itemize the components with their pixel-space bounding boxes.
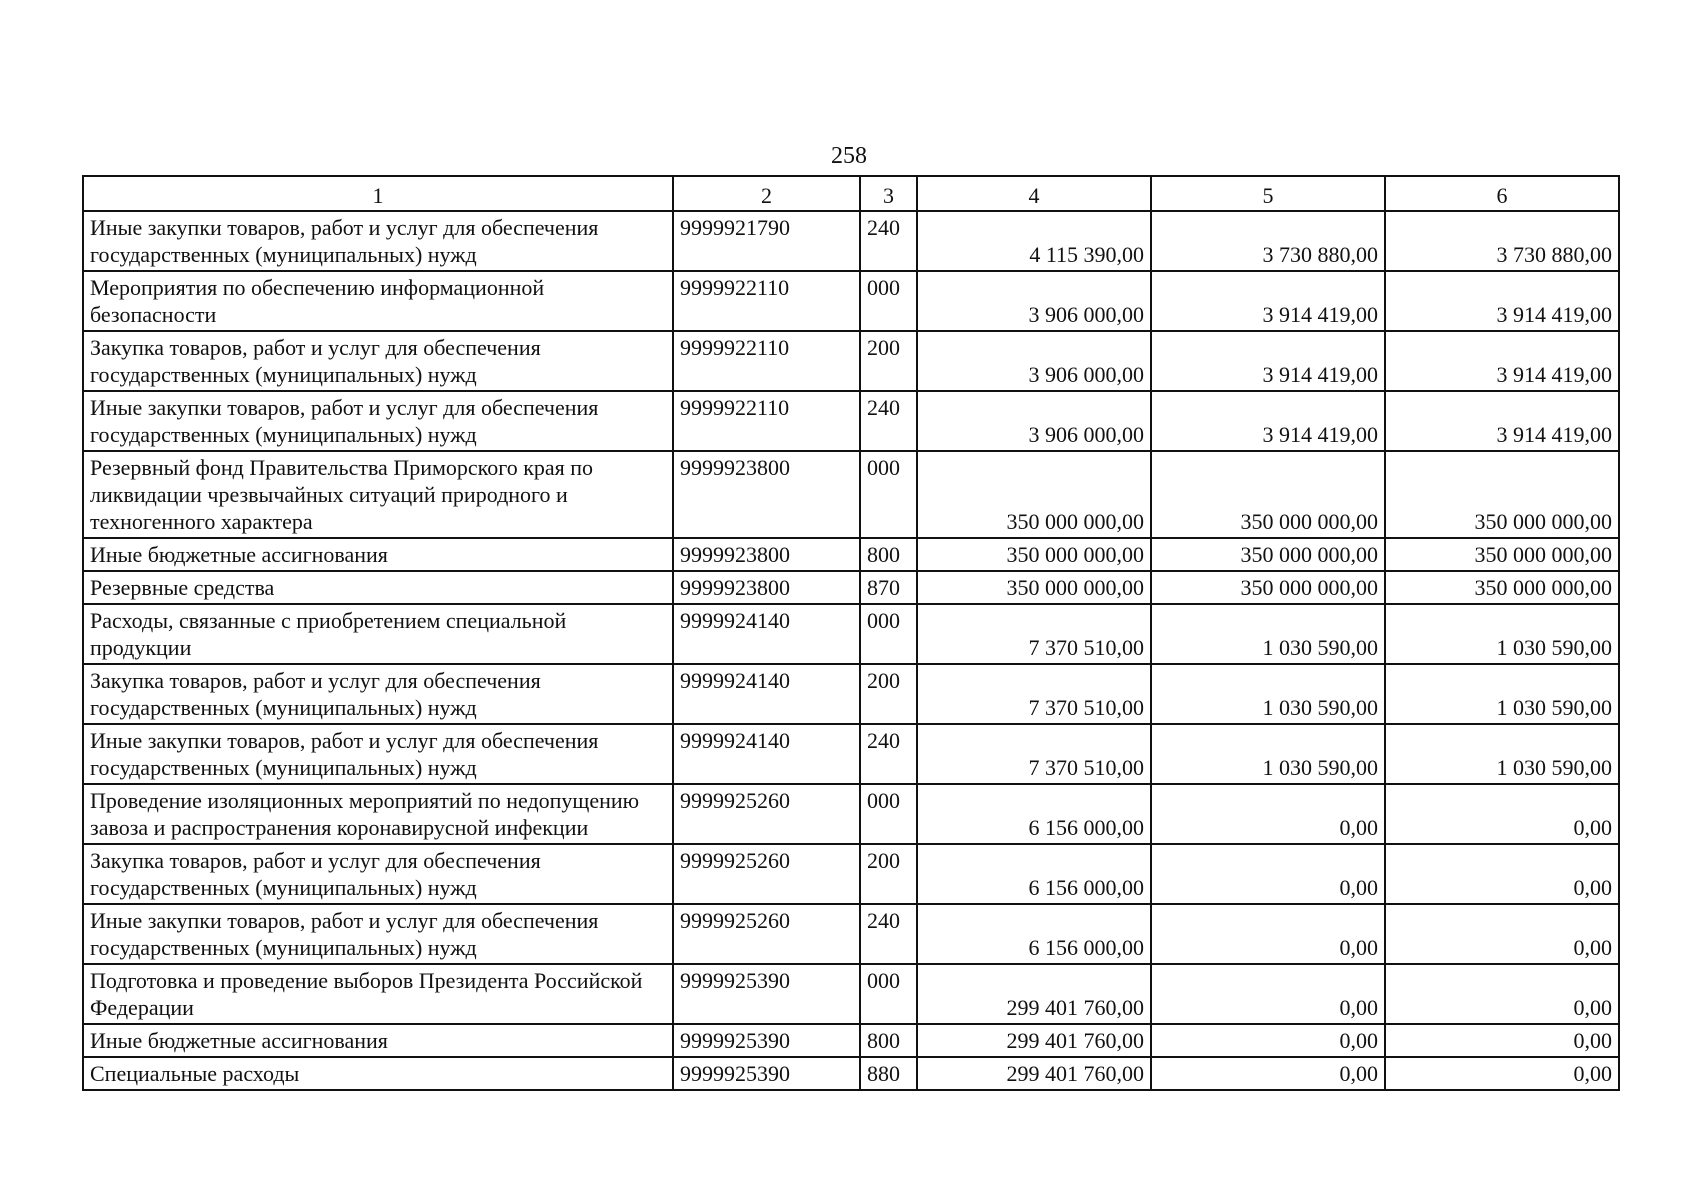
amount-col6-cell: 0,00 — [1385, 904, 1619, 964]
table-row — [83, 1057, 1619, 1090]
target-code-cell: 9999923800 — [673, 538, 860, 571]
amount-col4-cell: 3 906 000,00 — [917, 331, 1151, 391]
amount-col4-cell: 4 115 390,00 — [917, 211, 1151, 271]
expense-name-cell: Иные закупки товаров, работ и услуг для обеспечения государственных (муниципальных) нужд — [83, 211, 673, 271]
amount-col4-cell: 6 156 000,00 — [917, 844, 1151, 904]
column-header-5: 5 — [1151, 176, 1385, 211]
target-code-cell: 9999923800 — [673, 571, 860, 604]
target-code-cell: 9999925260 — [673, 904, 860, 964]
amount-col4-cell: 350 000 000,00 — [917, 538, 1151, 571]
amount-col4-cell: 350 000 000,00 — [917, 571, 1151, 604]
expense-name-cell: Закупка товаров, работ и услуг для обеспечения государственных (муниципальных) нужд — [83, 664, 673, 724]
expense-type-cell: 880 — [860, 1057, 917, 1090]
amount-col6-cell: 350 000 000,00 — [1385, 571, 1619, 604]
amount-col4-cell: 6 156 000,00 — [917, 784, 1151, 844]
target-code-cell: 9999921790 — [673, 211, 860, 271]
table-row — [83, 604, 1619, 664]
expense-name-cell: Иные закупки товаров, работ и услуг для обеспечения государственных (муниципальных) нужд — [83, 904, 673, 964]
expense-name-cell: Резервный фонд Правительства Приморского края по ликвидации чрезвычайных ситуаций природного и техногенного характера — [83, 451, 673, 538]
target-code-cell: 9999924140 — [673, 604, 860, 664]
amount-col5-cell: 1 030 590,00 — [1151, 724, 1385, 784]
expense-type-cell: 800 — [860, 1024, 917, 1057]
column-header-6: 6 — [1385, 176, 1619, 211]
expense-type-cell: 800 — [860, 538, 917, 571]
target-code-cell: 9999924140 — [673, 724, 860, 784]
expense-name-cell: Иные бюджетные ассигнования — [83, 1024, 673, 1057]
expense-type-cell: 240 — [860, 391, 917, 451]
expense-type-cell: 000 — [860, 964, 917, 1024]
target-code-cell: 9999923800 — [673, 451, 860, 538]
table-row — [83, 964, 1619, 1024]
table-row — [83, 538, 1619, 571]
column-header-1: 1 — [83, 176, 673, 211]
amount-col5-cell: 0,00 — [1151, 1057, 1385, 1090]
amount-col6-cell: 0,00 — [1385, 844, 1619, 904]
expense-type-cell: 200 — [860, 844, 917, 904]
amount-col6-cell: 1 030 590,00 — [1385, 604, 1619, 664]
column-header-4: 4 — [917, 176, 1151, 211]
amount-col5-cell: 0,00 — [1151, 784, 1385, 844]
table-row — [83, 211, 1619, 271]
target-code-cell: 9999922110 — [673, 271, 860, 331]
amount-col4-cell: 299 401 760,00 — [917, 1057, 1151, 1090]
amount-col5-cell: 0,00 — [1151, 964, 1385, 1024]
amount-col4-cell: 350 000 000,00 — [917, 451, 1151, 538]
amount-col6-cell: 1 030 590,00 — [1385, 664, 1619, 724]
amount-col6-cell: 0,00 — [1385, 1057, 1619, 1090]
amount-col5-cell: 1 030 590,00 — [1151, 664, 1385, 724]
amount-col4-cell: 7 370 510,00 — [917, 664, 1151, 724]
table-row — [83, 571, 1619, 604]
expense-type-cell: 000 — [860, 604, 917, 664]
amount-col5-cell: 3 914 419,00 — [1151, 391, 1385, 451]
amount-col6-cell: 350 000 000,00 — [1385, 538, 1619, 571]
expense-name-cell: Мероприятия по обеспечению информационной безопасности — [83, 271, 673, 331]
column-header-2: 2 — [673, 176, 860, 211]
amount-col6-cell: 350 000 000,00 — [1385, 451, 1619, 538]
table-row — [83, 451, 1619, 538]
expense-type-cell: 200 — [860, 331, 917, 391]
expense-name-cell: Закупка товаров, работ и услуг для обеспечения государственных (муниципальных) нужд — [83, 844, 673, 904]
table-row — [83, 391, 1619, 451]
table-row — [83, 904, 1619, 964]
table-row — [83, 331, 1619, 391]
table-row — [83, 784, 1619, 844]
table-row — [83, 724, 1619, 784]
expense-type-cell: 200 — [860, 664, 917, 724]
amount-col6-cell: 0,00 — [1385, 784, 1619, 844]
expense-type-cell: 240 — [860, 724, 917, 784]
column-header-3: 3 — [860, 176, 917, 211]
target-code-cell: 9999925390 — [673, 1024, 860, 1057]
amount-col4-cell: 299 401 760,00 — [917, 964, 1151, 1024]
amount-col6-cell: 1 030 590,00 — [1385, 724, 1619, 784]
expense-name-cell: Иные бюджетные ассигнования — [83, 538, 673, 571]
expense-type-cell: 000 — [860, 784, 917, 844]
amount-col4-cell: 3 906 000,00 — [917, 271, 1151, 331]
amount-col4-cell: 3 906 000,00 — [917, 391, 1151, 451]
expense-name-cell: Резервные средства — [83, 571, 673, 604]
amount-col6-cell: 3 914 419,00 — [1385, 391, 1619, 451]
table-body — [83, 211, 1619, 1090]
amount-col5-cell: 0,00 — [1151, 844, 1385, 904]
expense-type-cell: 870 — [860, 571, 917, 604]
expense-type-cell: 000 — [860, 271, 917, 331]
target-code-cell: 9999922110 — [673, 331, 860, 391]
amount-col5-cell: 0,00 — [1151, 904, 1385, 964]
target-code-cell: 9999925260 — [673, 844, 860, 904]
amount-col5-cell: 0,00 — [1151, 1024, 1385, 1057]
table-row — [83, 844, 1619, 904]
amount-col6-cell: 3 730 880,00 — [1385, 211, 1619, 271]
amount-col5-cell: 3 730 880,00 — [1151, 211, 1385, 271]
expense-type-cell: 240 — [860, 211, 917, 271]
amount-col6-cell: 0,00 — [1385, 1024, 1619, 1057]
amount-col4-cell: 6 156 000,00 — [917, 904, 1151, 964]
amount-col6-cell: 3 914 419,00 — [1385, 331, 1619, 391]
amount-col5-cell: 350 000 000,00 — [1151, 571, 1385, 604]
table-row — [83, 664, 1619, 724]
target-code-cell: 9999925260 — [673, 784, 860, 844]
amount-col5-cell: 3 914 419,00 — [1151, 331, 1385, 391]
amount-col5-cell: 3 914 419,00 — [1151, 271, 1385, 331]
table-row — [83, 1024, 1619, 1057]
expense-type-cell: 240 — [860, 904, 917, 964]
target-code-cell: 9999925390 — [673, 1057, 860, 1090]
target-code-cell: 9999922110 — [673, 391, 860, 451]
expense-name-cell: Специальные расходы — [83, 1057, 673, 1090]
expense-name-cell: Закупка товаров, работ и услуг для обеспечения государственных (муниципальных) нужд — [83, 331, 673, 391]
amount-col5-cell: 350 000 000,00 — [1151, 451, 1385, 538]
amount-col4-cell: 7 370 510,00 — [917, 604, 1151, 664]
amount-col4-cell: 7 370 510,00 — [917, 724, 1151, 784]
target-code-cell: 9999925390 — [673, 964, 860, 1024]
amount-col4-cell: 299 401 760,00 — [917, 1024, 1151, 1057]
amount-col6-cell: 3 914 419,00 — [1385, 271, 1619, 331]
expense-name-cell: Подготовка и проведение выборов Президента Российской Федерации — [83, 964, 673, 1024]
amount-col5-cell: 350 000 000,00 — [1151, 538, 1385, 571]
target-code-cell: 9999924140 — [673, 664, 860, 724]
amount-col6-cell: 0,00 — [1385, 964, 1619, 1024]
expense-name-cell: Проведение изоляционных мероприятий по недопущению завоза и распространения коронавирусной инфекции — [83, 784, 673, 844]
table-row — [83, 271, 1619, 331]
amount-col5-cell: 1 030 590,00 — [1151, 604, 1385, 664]
expense-name-cell: Иные закупки товаров, работ и услуг для обеспечения государственных (муниципальных) нужд — [83, 391, 673, 451]
budget-table — [82, 175, 1620, 1091]
page-number: 258 — [831, 143, 867, 169]
expense-name-cell: Иные закупки товаров, работ и услуг для обеспечения государственных (муниципальных) нужд — [83, 724, 673, 784]
expense-name-cell: Расходы, связанные с приобретением специальной продукции — [83, 604, 673, 664]
table-header-row — [83, 176, 1619, 211]
expense-type-cell: 000 — [860, 451, 917, 538]
